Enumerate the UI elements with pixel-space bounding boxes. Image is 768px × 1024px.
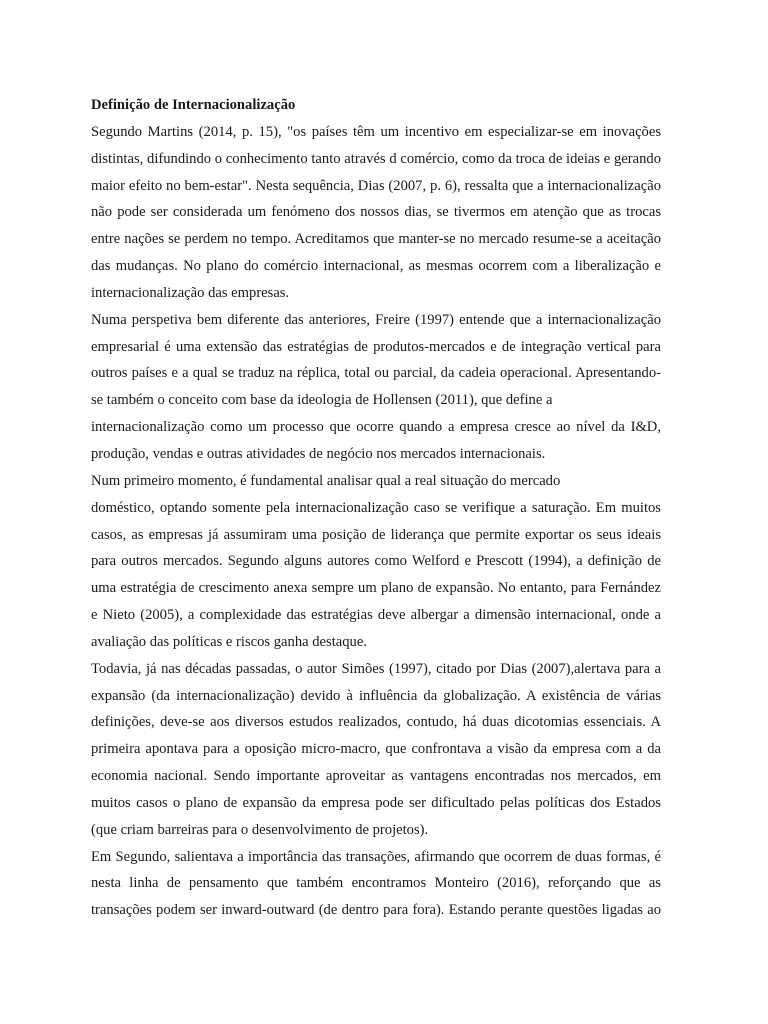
- text-line: Em Segundo, salientava a importância das transações, afirmando que ocorrem de duas formas, é: [91, 848, 661, 865]
- text-line: Todavia, já nas décadas passadas, o autor Simões (1997), citado por Dias (2007),alertava para a: [91, 660, 661, 677]
- text-line: definições, deve-se aos diversos estudos realizados, contudo, há duas dicotomias essenciais. A: [91, 714, 661, 731]
- paragraph-4: [91, 656, 661, 844]
- text-line: outros países e a qual se traduz na réplica, total ou parcial, da cadeia operacional. Apresentando-: [91, 365, 661, 382]
- document-body: [91, 92, 661, 924]
- paragraph-1: [91, 119, 661, 307]
- paragraph-5: [91, 844, 661, 925]
- document-title: Definição de Internacionalização: [91, 97, 296, 113]
- text-line: das mudanças. No plano do comércio internacional, as mesmas ocorrem com a liberalização e: [91, 258, 661, 275]
- text-line: se também o conceito com base da ideologia de Hollensen (2011), que define a: [91, 392, 553, 409]
- text-line: transações podem ser inward-outward (de dentro para fora). Estando perante questões ligadas ao: [91, 902, 661, 919]
- text-line: para outros mercados. Segundo alguns autores como Welford e Prescott (1994), a definição de: [91, 553, 661, 570]
- text-line: economia nacional. Sendo importante aproveitar as vantagens encontradas nos mercados, em: [91, 768, 661, 785]
- text-line: doméstico, optando somente pela internacionalização caso se verifique a saturação. Em muitos: [91, 499, 661, 516]
- text-line: empresarial é uma extensão das estratégias de produtos-mercados e de integração vertical para: [91, 338, 661, 355]
- text-line: Segundo Martins (2014, p. 15), "os países têm um incentivo em especializar-se em inovações: [91, 123, 661, 140]
- text-line: não pode ser considerada um fenómeno dos nossos dias, se tivermos em atenção que as trocas: [91, 204, 661, 221]
- text-line: muitos casos o plano de expansão da empresa pode ser dificultado pelas políticas dos Estados: [91, 794, 661, 811]
- paragraph-2: [91, 307, 661, 468]
- text-line: avaliação das políticas e riscos ganha destaque.: [91, 633, 367, 650]
- text-line: nesta linha de pensamento que também encontramos Monteiro (2016), reforçando que as: [91, 875, 661, 892]
- text-line: internacionalização como um processo que ocorre quando a empresa cresce ao nível da I&D,: [91, 419, 661, 436]
- text-line: distintas, difundindo o conhecimento tanto através d comércio, como da troca de ideias e gerando: [91, 150, 661, 167]
- text-line: (que criam barreiras para o desenvolvimento de projetos).: [91, 821, 429, 838]
- paragraph-3: [91, 468, 661, 656]
- text-line: primeira apontava para a oposição micro-macro, que confrontava a visão da empresa com a da: [91, 741, 661, 758]
- text-line: expansão (da internacionalização) devido à influência da globalização. A existência de várias: [91, 687, 661, 704]
- text-line: Num primeiro momento, é fundamental analisar qual a real situação do mercado: [91, 472, 561, 489]
- text-line: e Nieto (2005), a complexidade das estratégias deve albergar a dimensão internacional, onde a: [91, 607, 661, 624]
- text-line: Numa perspetiva bem diferente das anteriores, Freire (1997) entende que a internacionalização: [91, 311, 661, 328]
- text-line: internacionalização das empresas.: [91, 284, 290, 301]
- text-line: uma estratégia de crescimento anexa sempre um plano de expansão. No entanto, para Fernández: [91, 580, 661, 597]
- text-line: casos, as empresas já assumiram uma posição de liderança que permite exportar os seus ideais: [91, 526, 661, 543]
- text-line: entre nações se perdem no tempo. Acreditamos que manter-se no mercado resume-se a aceitação: [91, 231, 661, 248]
- text-line: maior efeito no bem-estar". Nesta sequência, Dias (2007, p. 6), ressalta que a internacionalização: [91, 177, 661, 194]
- text-line: produção, vendas e outras atividades de negócio nos mercados internacionais.: [91, 445, 546, 462]
